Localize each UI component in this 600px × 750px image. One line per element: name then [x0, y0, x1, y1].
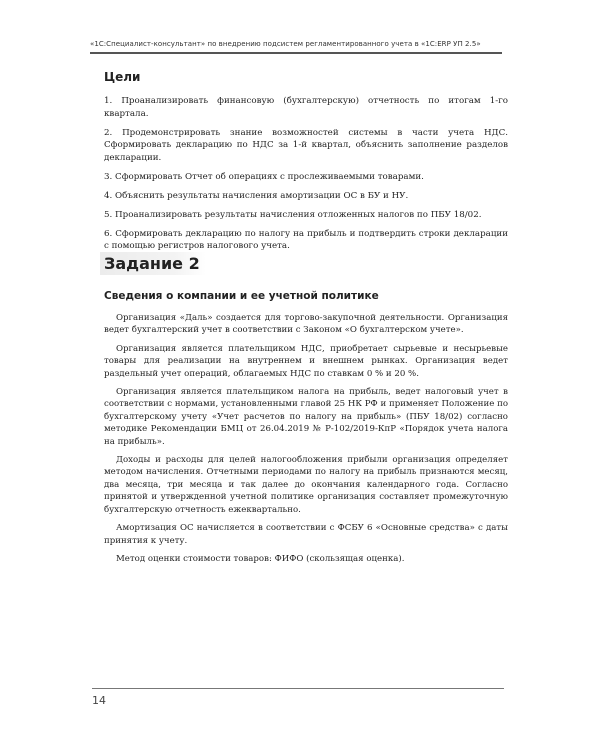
goal-item: 5. Проанализировать результаты начисления отложенных налогов по ПБУ 18/02.: [104, 209, 482, 220]
header-divider: [90, 52, 502, 54]
goals-list: [104, 95, 508, 259]
running-header: «1С:Специалист-консультант» по внедрению подсистем регламентированного учета в «1С:ERP УП 2.5»: [90, 40, 481, 48]
company-heading: Сведения о компании и ее учетной политике: [104, 290, 379, 302]
goal-item: 2. Продемонстрировать знание возможностей системы в части учета НДС. Сформировать декларацию по НДС за 1-й квартал, объяснить заполнение разделов декларации.: [104, 127, 508, 163]
page-number: 14: [92, 694, 106, 707]
footer-divider: [92, 688, 504, 689]
paragraph: Организация является плательщиком налога на прибыль, ведет налоговый учет в соответствии с нормами, установленными главой 25 НК РФ и применяет Положение по бухгалтерскому учету «Учет расчетов по налогу на прибыль» (ПБУ 18/02) согласно методике Рекомендации БМЦ от 26.04.2019 № Р-102/2019-КпР «Порядок учета налога на прибыль».: [104, 387, 508, 447]
paragraph: Организация является плательщиком НДС, приобретает сырьевые и несырьевые товары для реализации на внутреннем и внешнем рынках. Организация ведет раздельный учет операций, облагаемых НДС по ставкам 0 % и 20 %.: [104, 343, 508, 379]
paragraph: Амортизация ОС начисляется в соответствии с ФСБУ 6 «Основные средства» с даты принятия к учету.: [104, 523, 508, 546]
paragraph: Метод оценки стоимости товаров: ФИФО (скользящая оценка).: [116, 553, 405, 564]
goals-heading: Цели: [104, 70, 141, 84]
paragraph: Доходы и расходы для целей налогообложения прибыли организация определяет методом начисления. Отчетными периодами по налогу на прибыль признаются месяц, два месяца, три месяца и так далее до окончания календарного года. Согласно принятой и утвержденной учетной политике организация составляет промежуточную бухгалтерскую отчетность ежеквартально.: [104, 455, 508, 515]
company-text: [104, 312, 508, 571]
paragraph: Организация «Даль» создается для торгово-закупочной деятельности. Организация ведет бухгалтерский учет в соответствии с Законом «О бухгалтерском учете».: [104, 313, 508, 336]
goal-item: 1. Проанализировать финансовую (бухгалтерскую) отчетность по итогам 1-го квартала.: [104, 96, 508, 119]
goal-item: 4. Объяснить результаты начисления амортизации ОС в БУ и НУ.: [104, 190, 409, 201]
goal-item: 3. Сформировать Отчет об операциях с прослеживаемыми товарами.: [104, 171, 424, 182]
task-title: Задание 2: [100, 252, 206, 275]
goal-item: 6. Сформировать декларацию по налогу на прибыль и подтвердить строки декларации с помощью регистров налогового учета.: [104, 228, 508, 251]
